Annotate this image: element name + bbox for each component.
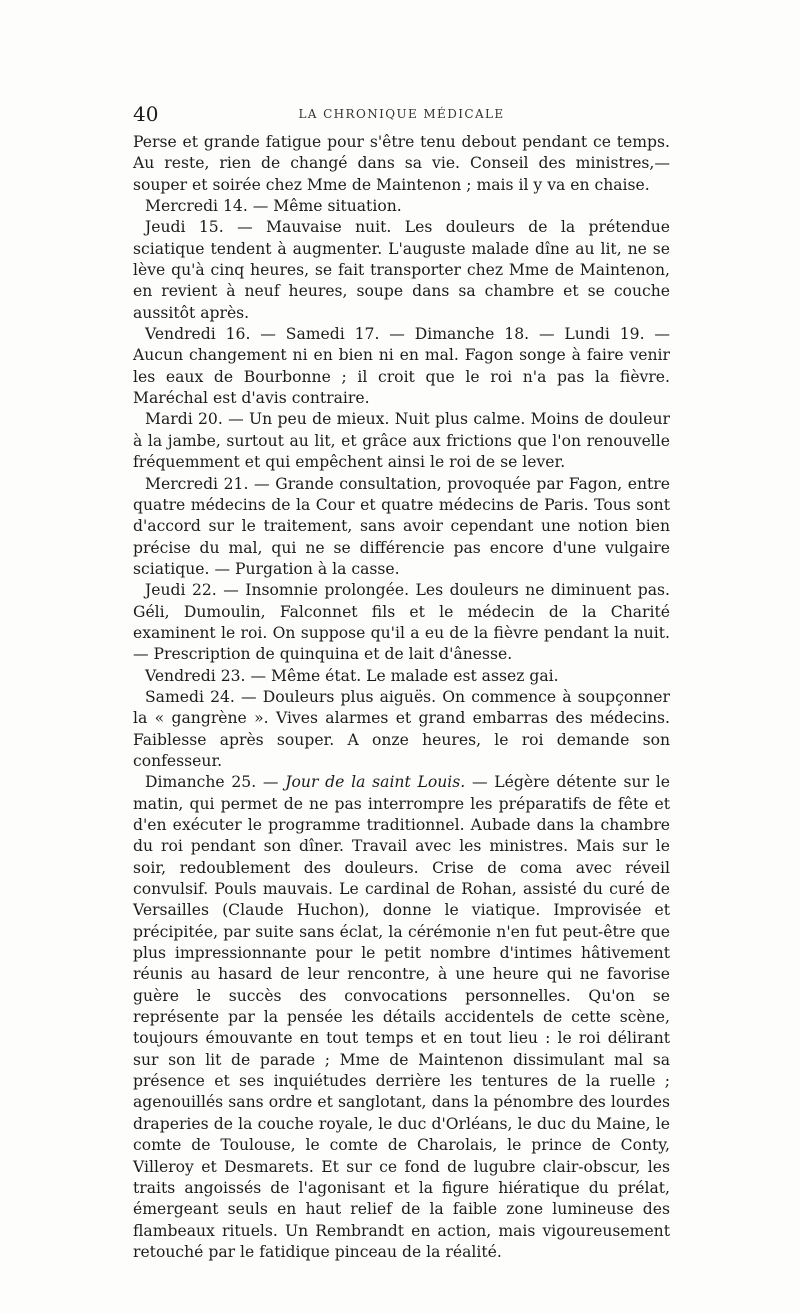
paragraph: Perse et grande fatigue pour s'être tenu debout pendant ce temps. Au reste, rien de changé dans sa vie. Conseil des ministres,— souper et soirée chez Mme de Maintenon ; mais il y va en chaise. xyxy=(133,133,670,194)
paragraph: Vendredi 16. — Samedi 17. — Dimanche 18. — Lundi 19. — Aucun changement ni en bien ni en mal. Fagon songe à faire venir les eaux de Bourbonne ; il croit que le roi n'a pas la fièvre. Maréchal est d'avis contraire. xyxy=(133,325,670,408)
paragraph: Mercredi 21. — Grande consultation, provoquée par Fagon, entre quatre médecins de la Cour et quatre médecins de Paris. Tous sont d'accord sur le traitement, sans avoir cependant une notion bien précise du mal, qui ne se différencie pas encore d'une vulgaire sciatique. — Purgation à la casse. xyxy=(133,474,670,578)
paragraph-lead: Dimanche 25. — xyxy=(145,773,286,792)
paragraph xyxy=(133,772,670,1263)
page-number: 40 xyxy=(133,102,159,126)
paragraph: Vendredi 23. — Même état. Le malade est assez gai. xyxy=(145,666,559,685)
paragraph: Mercredi 14. — Même situation. xyxy=(145,197,402,216)
paragraph: Jeudi 15. — Mauvaise nuit. Les douleurs de la prétendue sciatique tendent à augmenter. L'auguste malade dîne au lit, ne se lève qu'à cinq heures, se fait transporter chez Mme de Maintenon, en revient à neuf heures, soupe dans sa chambre et se couche aussitôt après. xyxy=(133,218,670,322)
paragraph: Mardi 20. — Un peu de mieux. Nuit plus calme. Moins de douleur à la jambe, surtout au lit, et grâce aux frictions que l'on renouvelle fréquemment et qui empêchent ainsi le roi de se lever. xyxy=(133,410,670,472)
paragraph: Jeudi 22. — Insomnie prolongée. Les douleurs ne diminuent pas. Géli, Dumoulin, Falconnet fils et le médecin de la Charité examinent le roi. On suppose qu'il a eu de la fièvre pendant la nuit. — Prescription de quinquina et de lait d'ânesse. xyxy=(133,581,670,664)
body-text xyxy=(133,132,670,1263)
paragraph: Samedi 24. — Douleurs plus aiguës. On commence à soupçonner la « gangrène ». Vives alarmes et grand embarras des médecins. Faiblesse après souper. A onze heures, le roi demande son confesseur. xyxy=(133,687,670,770)
document-page xyxy=(133,98,670,1263)
page-header xyxy=(133,98,670,132)
italic-title: Jour de la saint Louis. xyxy=(285,773,466,792)
running-head: LA CHRONIQUE MÉDICALE xyxy=(298,107,505,121)
paragraph-text: — Légère détente sur le matin, qui permet de ne pas interrompre les préparatifs de fête et d'en exécuter le programme traditionnel. Aubade dans la chambre du roi pendant son dîner. Travail avec les ministres. Mais sur le soir, redoublement des douleurs. Crise de coma avec réveil convulsif. Pouls mauvais. Le cardinal de Rohan, assisté du curé de Versailles (Claude Huchon), donne le viatique. Improvisée et précipitée, par suite sans éclat, la cérémonie n'en fut peut-être que plus impressionnante pour le petit nombre d'intimes hâtivement réunis au hasard de leur rencontre, à une heure qui ne favorise guère le succès des convocations personnelles. Qu'on se représente par la pensée les détails accidentels de cette scène, toujours émouvante en tout temps et en tout lieu : le roi délirant sur son lit de parade ; Mme de Maintenon dissimulant mal sa présence et ses inquiétudes derrière les tentures de la ruelle ; agenouillés sans ordre et sanglotant, dans la pénombre des lourdes draperies de la couche royale, le duc d'Orléans, le duc du Maine, le comte de Toulouse, le comte de Charolais, le prince de Conty, Villeroy et Desmarets. Et sur ce fond de lugubre clair-obscur, les traits angoissés de l'agonisant et la figure hiératique du prélat, émergeant seuls en haut relief de la faible zone lumineuse des flambeaux rituels. Un Rembrandt en action, mais vigoureusement retouché par le fatidique pinceau de la réalité. xyxy=(133,773,670,1261)
